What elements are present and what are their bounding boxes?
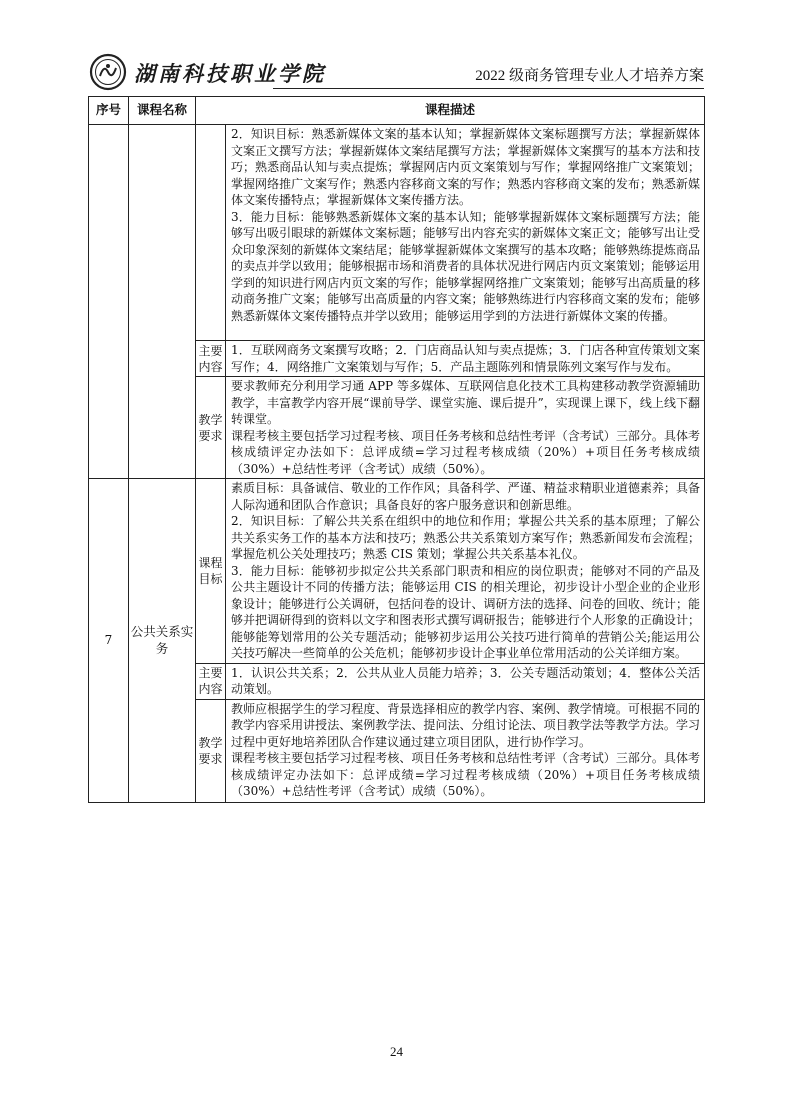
course7-goal-text (226, 479, 705, 664)
course6-content-text (226, 341, 705, 377)
course6-name-cell (129, 125, 196, 479)
course6-knowledge: 2．知识目标：熟悉新媒体文案的基本认知；掌握新媒体文案标题撰写方法；掌握新媒体文案正文撰写方法；掌握新媒体文案结尾撰写方法；掌握新媒体文案撰写的基本方法和技巧；熟悉商品认知与卖点提炼；掌握网店内页文案策划与写作；掌握网络推广文案策划；掌握网络推广文案写作；熟悉内容移商文案的写作；熟悉内容移商文案的发布；熟悉新媒体文案传播特点；掌握新媒体文案传播方法。 (231, 127, 700, 207)
course7-teaching: 教师应根据学生的学习程度、背景选择相应的教学内容、案例、教学情境。可根据不同的教学内容采用讲授法、案例教学法、提问法、分组讨论法、项目教学法等教学方法。学习过程中更好地培养团队合作建议通过建立项目团队，进行协作学习。 (231, 701, 700, 749)
course6-no-cell (89, 125, 129, 479)
course7-teaching-label: 教学要求 (196, 699, 226, 802)
course7-quality: 素质目标：具备诚信、敬业的工作作风；具备科学、严谨、精益求精职业道德素养；具备人际沟通和团队合作意识；具备良好的客户服务意识和创新思维。 (231, 481, 700, 512)
school-name: 湖南科技职业学院 (134, 61, 326, 86)
course6-assessment: 课程考核主要包括学习过程考核、项目任务考核和总结性考评（含考试）三部分。具体考核成绩评定办法如下：总评成绩=学习过程考核成绩（20%）+项目任务考核成绩（30%）+总结性考评（含考试）成绩（50%）。 (231, 428, 700, 476)
course7-content-text (226, 663, 705, 699)
header-name: 课程名称 (129, 97, 196, 125)
course7-knowledge: 2．知识目标：了解公共关系在组织中的地位和作用；掌握公共关系的基本原理；了解公共关系实务工作的基本方法和技巧；熟悉公共关系策划方案写作；熟悉新闻发布会流程；掌握危机公关处理技巧；熟悉 CIS 策划；掌握公共关系基本礼仪。 (231, 514, 700, 561)
course7-goal-label: 课程目标 (196, 479, 226, 664)
table-header-row (89, 97, 705, 125)
course6-content: 1．互联网商务文案撰写攻略；2．门店商品认知与卖点提炼；3．门店各种宣传策划文案写作；4．网络推广文案策划与写作；5．产品主题陈列和情景陈列文案写作与发布。 (231, 343, 700, 374)
course6-goal-label-cell (196, 125, 226, 341)
header-rule (273, 88, 704, 89)
plan-title: 2022 级商务管理专业人才培养方案 (475, 68, 704, 84)
course6-ability: 3．能力目标：能够熟悉新媒体文案的基本认知；能够掌握新媒体文案标题撰写方法；能够写出吸引眼球的新媒体文案标题；能够写出内容充实的新媒体文案正文；能够写出让受众印象深刻的新媒体文案结尾；能够掌握新媒体文案撰写的基本攻略；能够熟练提炼商品的卖点并学以致用；能够根据市场和消费者的具体状况进行网店内页文案策划；能够运用学到的知识进行网店内页文案的写作；能够掌握网络推广文案策划；能够写出高质量的移动商务推广文案；能够写出高质量的内容文案；能够熟练进行内容移商文案的发布；能够熟悉新媒体文案传播特点并学以致用；能够运用学到的方法进行新媒体文案的传播。 (231, 209, 700, 323)
school-seal-icon (88, 52, 128, 92)
course6-goal-row (89, 125, 705, 341)
course7-name: 公共关系实务 (129, 479, 196, 803)
course7-content-label: 主要内容 (196, 663, 226, 699)
course7-ability: 3．能力目标：能够初步拟定公共关系部门职责和相应的岗位职责；能够对不同的产品及公共主题设计不同的传播方法；能够运用 CIS 的相关理论，初步设计小型企业的企业形象设计；能够进行公关调研，包括问卷的设计、调研方法的选择、问卷的回收、统计；能够并把调研得到的资料以文字和图表形式撰写调研报告；能够进行个人形象的正确设计；能够能筹划常用的公关专题活动；能够初步运用公关技巧进行简单的营销公关;能运用公关技巧解决一些简单的公关危机；能够初步设计企事业单位常用活动的公关详细方案。 (231, 563, 700, 660)
course6-teaching-label: 教学要求 (196, 377, 226, 479)
page-header (88, 52, 704, 86)
course6-teaching: 要求教师充分利用学习通 APP 等多媒体、互联网信息化技术工具构建移动教学资源辅助教学，丰富教学内容开展“课前导学、课堂实施、课后提升”，实现课上课下，线上线下翻转课堂。 (231, 379, 700, 426)
course7-goal-row (89, 479, 705, 664)
course6-teaching-text (226, 377, 705, 479)
course6-content-label: 主要内容 (196, 341, 226, 377)
course7-no: 7 (89, 479, 129, 803)
page-number: 24 (390, 1044, 403, 1059)
header-no: 序号 (89, 97, 129, 125)
course7-content: 1．认识公共关系；2．公共从业人员能力培养；3．公关专题活动策划；4．整体公关活动策划。 (231, 665, 700, 696)
course-table (88, 96, 705, 803)
course7-teaching-text (226, 699, 705, 802)
course7-assessment: 课程考核主要包括学习过程考核、项目任务考核和总结性考评（含考试）三部分。具体考核成绩评定办法如下：总评成绩=学习过程考核成绩（20%）+项目任务考核成绩（30%）+总结性考评（含考试）成绩（50%）。 (231, 751, 700, 798)
header-desc: 课程描述 (196, 97, 705, 125)
course6-goal-text (226, 125, 705, 341)
